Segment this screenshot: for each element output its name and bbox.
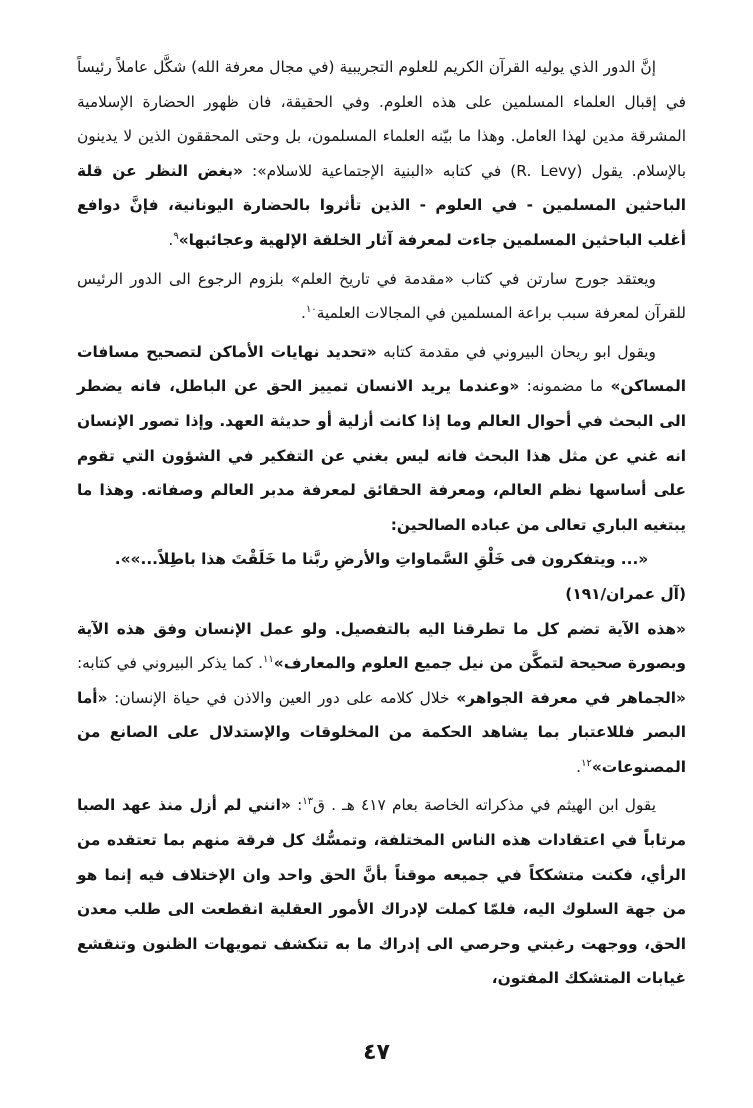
paragraph-3-text-2: ما مضمونه: — [519, 377, 611, 396]
jamahir-book-title: «الجماهر في معرفة الجواهر» — [456, 688, 686, 707]
footnote-12: ١٢ — [581, 757, 592, 769]
footnote-9: ٩ — [173, 230, 179, 242]
paragraph-2-text: ويعتقد جورج سارتن في كتاب «مقدمة في تاريخ العلم» بلزوم الرجوع الى الدور الرئيس للقرآن لمعرفة سبب براعة المسلمين في المجالات العلمية — [77, 269, 686, 323]
paragraph-4 — [77, 612, 686, 785]
paragraph-2-end: . — [301, 304, 306, 323]
verse-citation: (آل عمران/١٩١) — [565, 584, 686, 603]
paragraph-1-end: . — [168, 230, 174, 249]
paragraph-3-text: ويقول ابو ريحان البيروني في مقدمة كتابه — [376, 342, 656, 361]
paragraph-4-text: . كما يذكر البيروني في كتابه: — [77, 654, 263, 673]
verse-commentary-quote: «هذه الآية تضم كل ما تطرقنا اليه بالتفصيل. ولو عمل الإنسان وفق هذه الآية وبصورة صحيحة لتمكَّن من نيل جميع العلوم والمعارف» — [77, 619, 686, 673]
biruni-quote: «وعندما يريد الانسان تمييز الحق عن الباطل، فانه يضطر الى البحث في أحوال العالم وما إذا كانت أزلية أو حديثة العهد. وإذا تصور الإنسان انه غني عن مثل هذا البحث فانه ليس بغني عن التفكير في الشؤون التي تقوم على أساسها نظم العالم، ومعرفة الحقائق لمعرفة مدبر العالم وصفاته. وهذا ما يبتغيه الباري تعالى من عباده الصالحين: — [77, 377, 686, 534]
paragraph-3 — [77, 335, 686, 543]
biruni-book-title: «تحديد نهايات الأماكن لتصحيح مسافات المساكن» — [77, 342, 686, 396]
ibn-haytham-quote: «انني لم أزل منذ عهد الصبا مرتاباً في اعتقادات هذه الناس المختلفة، وتمسُّك كل فرقة منهم بما تعتقده من الرأي، فكنت متشككاً في جميعه موقناً بأنَّ الحق واحد وان الإختلاف فيه إنما هو من جهة السلوك اليه، فلمّا كملت لإدراك الأمور العقلية انقطعت الى طلب معدن الحق، ووجهت رغبتي وحرصي الى إدراك ما به تنكشف تمويهات الظنون وتنقشع غيابات المتشكك المفتون، — [77, 796, 686, 988]
sight-quote: «أما البصر فللاعتبار بما يشاهد الحكمة من المخلوقات والإستدلال على الصانع من المصنوعات» — [77, 688, 686, 776]
paragraph-2 — [77, 262, 686, 331]
paragraph-1-text: إنَّ الدور الذي يوليه القرآن الكريم للعلوم التجريبية (في مجال معرفة الله) شكَّل عاملاً رئيساً في إقبال العلماء المسلمين على هذه العلوم. وفي الحقيقة، فان ظهور الحضارة الإسلامية المشرقة مدين لهذا العامل. وهذا ما بيّنه العلماء المسلمون، بل وحتى المحققون الذين لا يدينون بالإسلام. يقول (R. Levy) في كتابه «البنية الإجتماعية للاسلام»: — [77, 58, 686, 180]
footnote-10: ١٠ — [305, 304, 317, 316]
paragraph-5-text: يقول ابن الهيثم في مذكراته الخاصة بعام ٤١٧ هـ . ق — [313, 796, 657, 815]
paragraph-5-colon: : — [290, 796, 303, 815]
paragraph-5 — [77, 788, 686, 996]
paragraph-4-text-2: خلال كلامه على دور العين والاذن في حياة الإنسان: — [107, 688, 457, 707]
paragraph-1 — [77, 50, 686, 258]
footnote-11: ١١ — [263, 653, 274, 665]
quran-verse: «... ويتفكرون فى خَلْقِ السَّماواتِ والأرضِ ربَّنا ما خَلَقْتَ هذا باطِلاً...»». — [114, 550, 649, 569]
levy-quote: «بغض النظر عن قلة الباحثين المسلمين - في العلوم - الذين تأثروا بالحضارة اليونانية، فإنَّ دوافع أغلب الباحثين المسلمين جاءت لمعرفة آثار الخلقة الإلهية وعجائبها» — [77, 161, 686, 249]
paragraph-4-end: . — [576, 757, 582, 776]
footnote-13: ١٣ — [302, 796, 314, 808]
page-number: ٤٧ — [363, 1040, 390, 1065]
